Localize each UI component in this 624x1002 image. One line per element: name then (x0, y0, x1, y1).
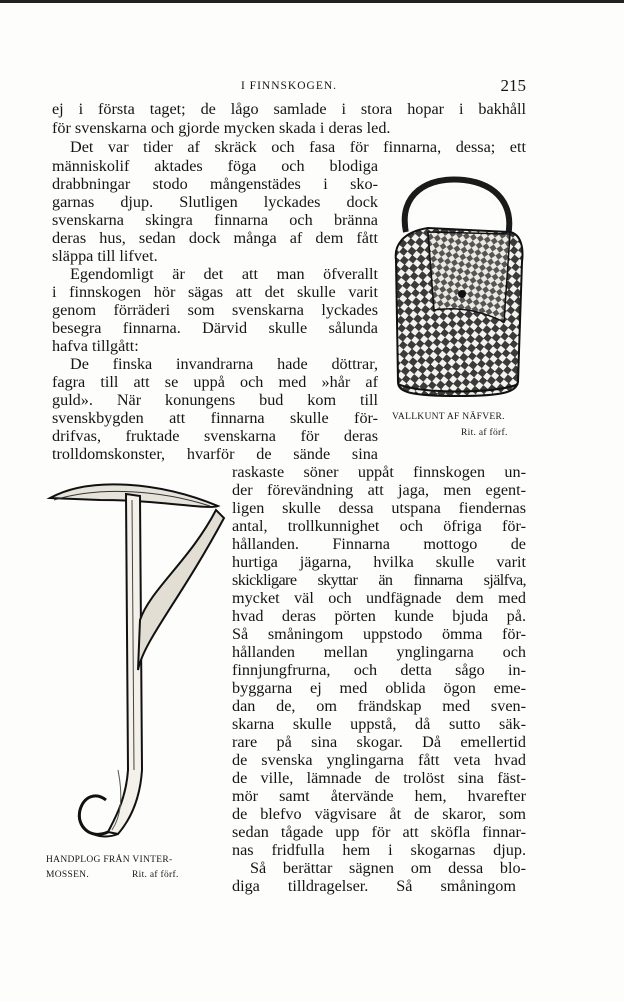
body-line: byggarna ej med oblida ögon eme- (232, 679, 526, 697)
body-line: besegra finnarna. Därvid skulle sålunda (52, 319, 378, 337)
body-line: svenskarna skingra finnarna och bränna (52, 211, 378, 229)
body-line: drifvas, fruktade svenskarna för deras (52, 427, 378, 445)
plough-caption-title-2: MOSSEN. (46, 870, 90, 880)
body-line: nas fridfulla hem i skogarnas djup. (232, 841, 526, 859)
page-header (52, 76, 526, 98)
body-line: Egendomligt är det att man öfverallt (70, 265, 378, 283)
hand-plough-figure (40, 470, 230, 850)
body-line: ligen skulle dessa utspana fiendernas (232, 499, 526, 517)
birchbark-basket-figure (388, 172, 528, 402)
body-line: De finska invandrarna hade döttrar, (70, 355, 378, 373)
body-line: de blefvo vägvisare åt de skaror, som (232, 805, 526, 823)
body-line: de ville, lämnade de trolöst sina fäst- (232, 769, 526, 787)
body-line: mycket väl och undfägnade dem med (232, 589, 526, 607)
basket-caption-title: VALLKUNT AF NÄFVER. (392, 412, 505, 422)
body-line: rare på sina skogar. Då emellertid (232, 733, 526, 751)
body-line: deras hus, sedan dock många af dem fått (52, 229, 378, 247)
body-line: i finnskogen hör sägas att det skulle varit (52, 283, 378, 301)
body-line: genom förräderi som svenskarna lyckades (52, 301, 378, 319)
body-line: skarna skulle uppstå, då sutto säk- (232, 715, 526, 733)
body-line: hållanden. Finnarna mottogo de (232, 535, 526, 553)
birchbark-basket-illustration (388, 172, 528, 402)
body-line: drabbningar stodo mångenstädes i sko- (52, 175, 378, 193)
body-line: mör samt återvände hem, hvarefter (232, 787, 526, 805)
basket-caption-credit: Rit. af förf. (461, 428, 508, 438)
body-line: trolldomskonster, hvarför de sände sina (52, 445, 378, 463)
body-line: släppa till lifvet. (52, 247, 158, 265)
plough-caption-title-1: HANDPLOG FRÅN VINTER- (46, 855, 173, 865)
top-rule (0, 0, 624, 3)
body-line: Det var tider af skräck och fasa för finnarna, dessa; ett (70, 138, 526, 156)
body-line: hafva tillgått: (52, 337, 139, 355)
body-line: skickligare skyttar än finnarna själfva, (232, 571, 526, 589)
body-line: Så berättar sägnen om dessa blo- (250, 859, 526, 877)
body-line: garnas djup. Slutligen lyckades dock (52, 193, 378, 211)
body-line: för svenskarna och gjorde mycken skada i deras led. (52, 119, 391, 137)
body-line: människolif aktades föga och blodiga (52, 157, 378, 175)
body-line: diga tilldragelser. Så småningom (232, 877, 516, 895)
plough-caption-credit: Rit. af förf. (132, 870, 179, 880)
page-number: 215 (500, 76, 526, 95)
body-line: antal, trollkunnighet och öfriga för- (232, 517, 526, 535)
running-head: I FINNSKOGEN. (240, 80, 338, 92)
body-line: hållanden mellan ynglingarna och (232, 643, 526, 661)
body-line: de svenska ynglingarna fått veta hvad (232, 751, 526, 769)
body-line: hvad deras pörten kunde bjuda på. (232, 607, 526, 625)
body-line: dan de, om frändskap med sven- (232, 697, 526, 715)
body-line: svenskbygden att finnarna skulle för- (52, 409, 378, 427)
body-line: hurtiga jägarna, hvilka skulle varit (232, 553, 526, 571)
body-line: raskaste söner uppåt finnskogen un- (232, 463, 526, 481)
body-line: fagra till att se uppå och med »hår af (52, 373, 378, 391)
body-line: Så småningom uppstodo ömma för- (232, 625, 526, 643)
body-line: sedan tågade upp för att sköfla finnar- (232, 823, 526, 841)
body-line: finnjungfrurna, och detta sågo in- (232, 661, 526, 679)
body-line: guld». När konungens bud kom till (52, 391, 378, 409)
body-line: ej i första taget; de lågo samlade i stora hopar i bakhåll (52, 100, 526, 118)
body-line: der förevändning att jaga, men egent- (232, 481, 526, 499)
hand-plough-illustration (40, 470, 230, 850)
